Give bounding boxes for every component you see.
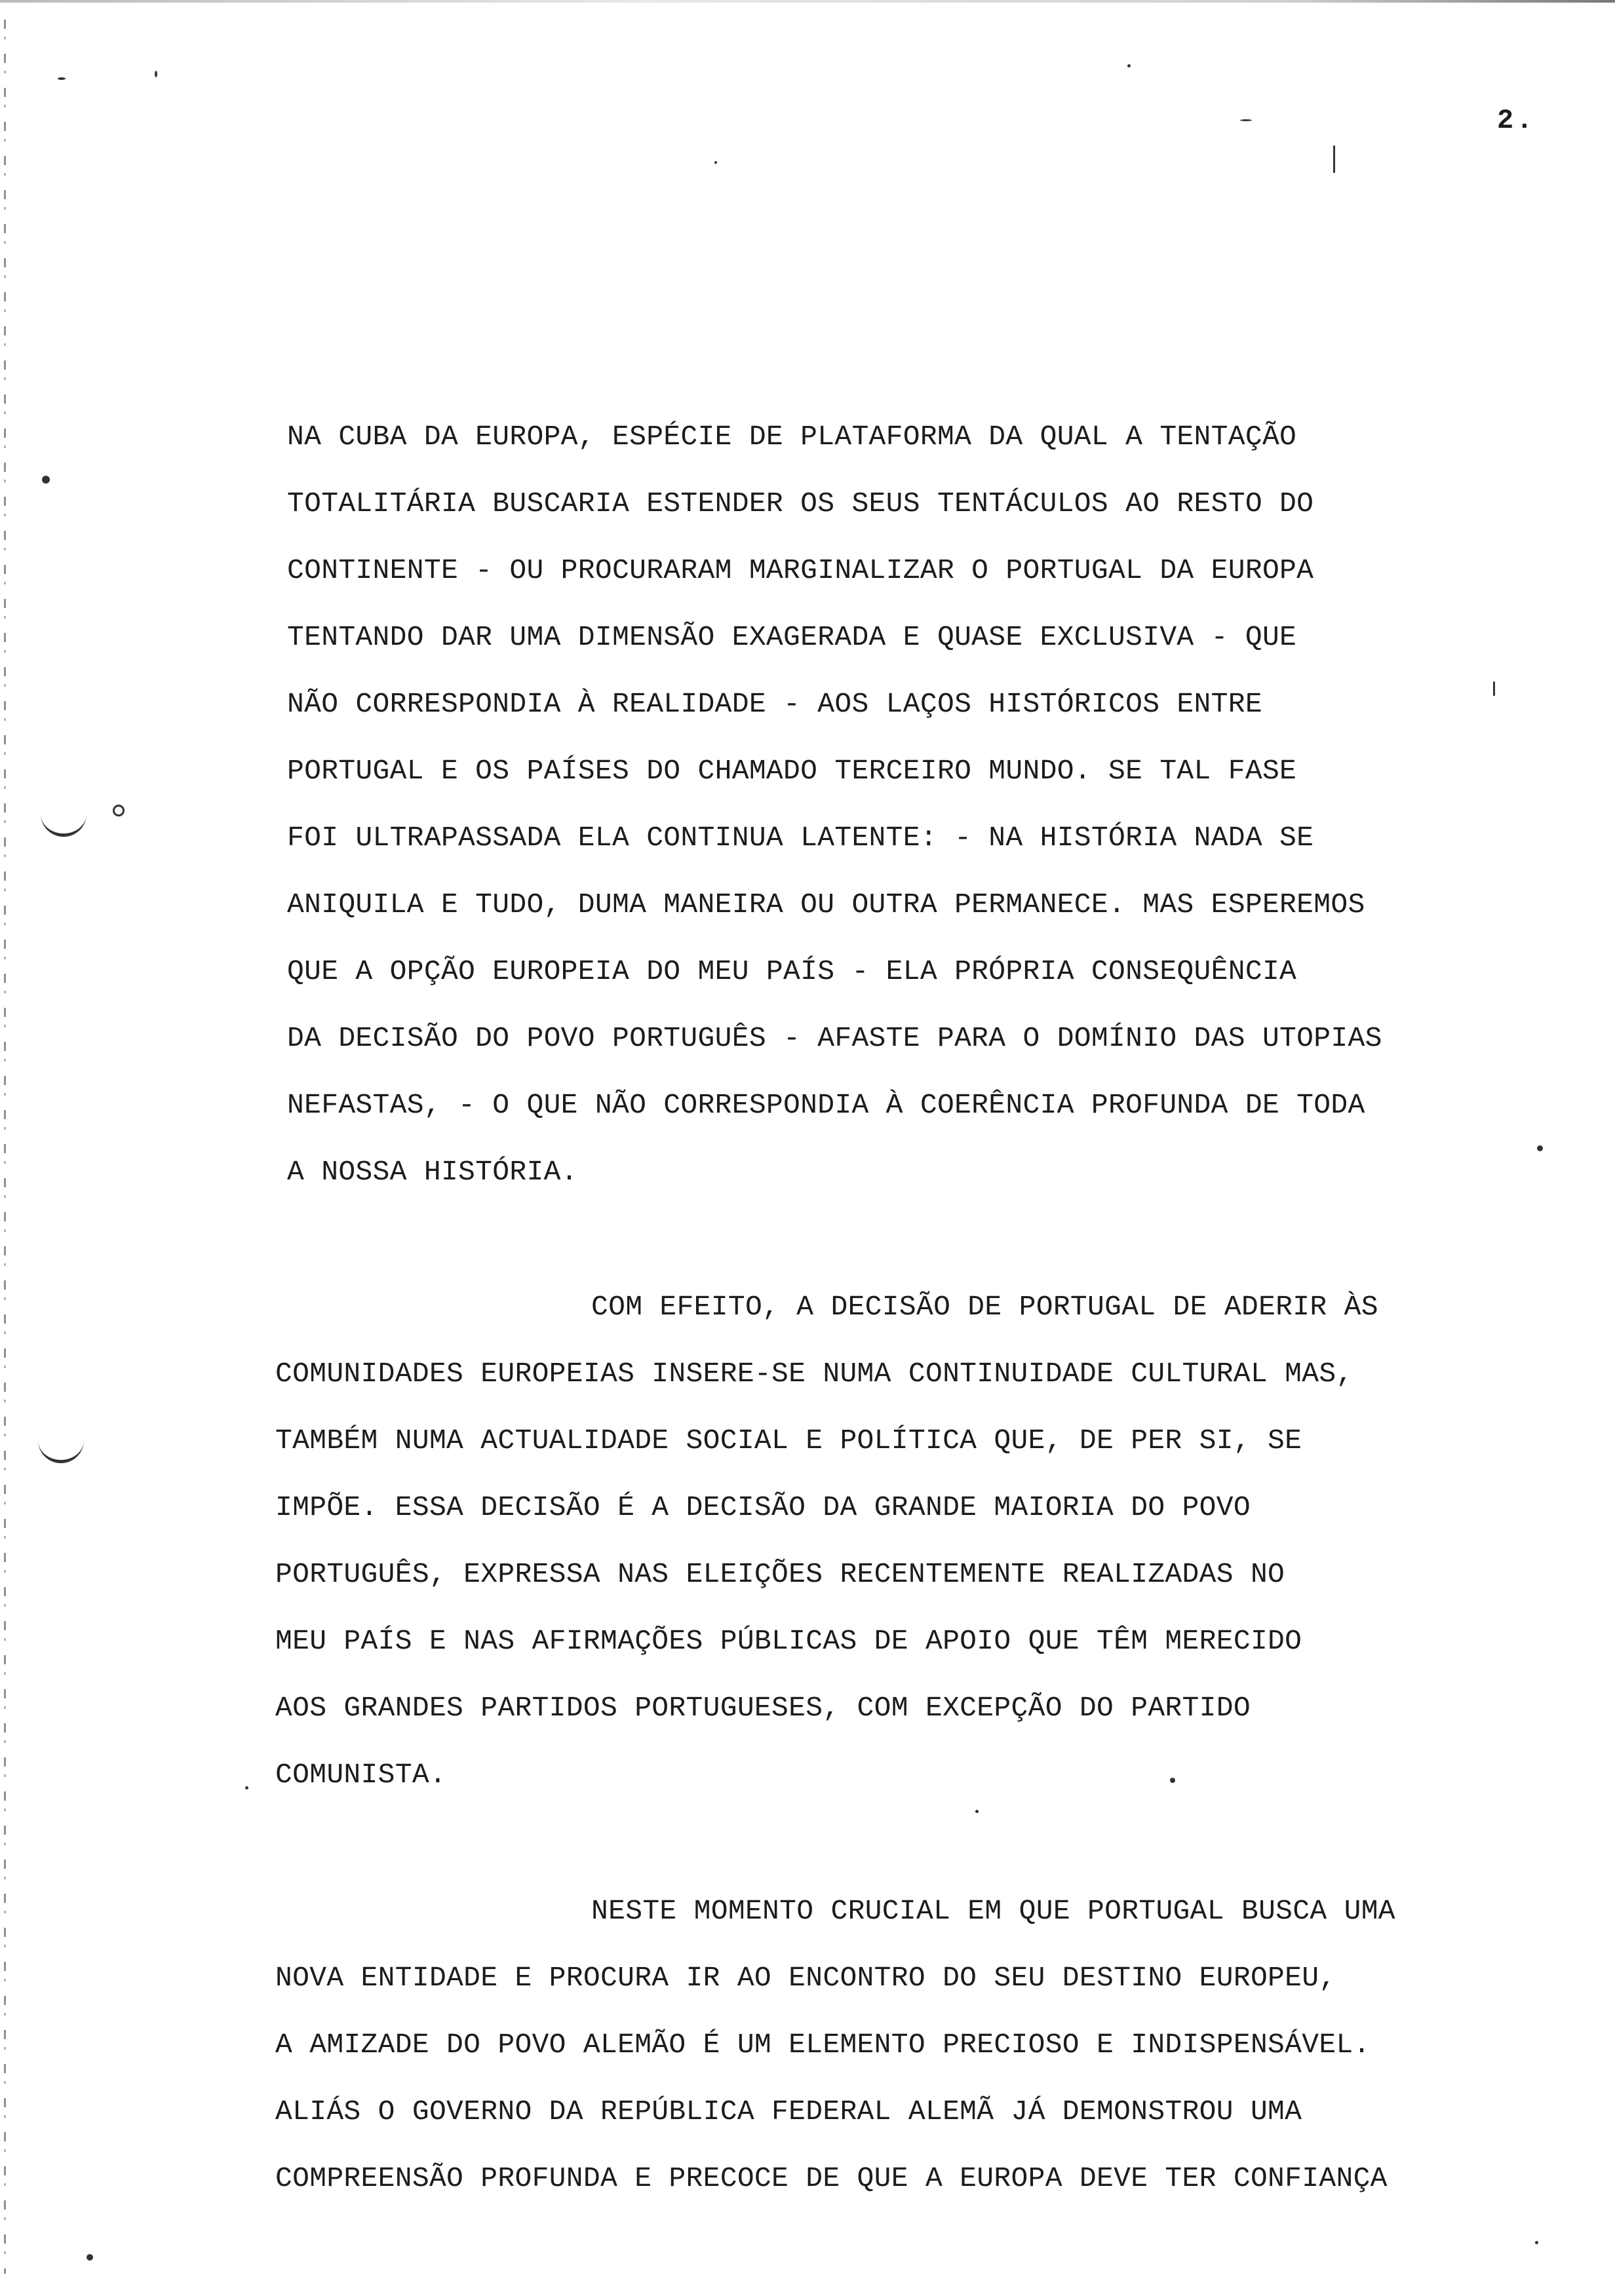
text-line: A NOSSA HISTÓRIA. (287, 1156, 578, 1188)
text-line: COMUNISTA. (275, 1759, 447, 1791)
text-line: PORTUGUÊS, EXPRESSA NAS ELEIÇÕES RECENTEMENTE REALIZADAS NO (275, 1558, 1285, 1590)
scan-speck (42, 476, 50, 484)
text-line: ANIQUILA E TUDO, DUMA MANEIRA OU OUTRA PERMANECE. MAS ESPEREMOS (287, 889, 1365, 921)
scan-speck (1493, 681, 1495, 696)
text-line: IMPÕE. ESSA DECISÃO É A DECISÃO DA GRANDE MAIORIA DO POVO (275, 1491, 1251, 1523)
text-line: AOS GRANDES PARTIDOS PORTUGUESES, COM EXCEPÇÃO DO PARTIDO (275, 1692, 1251, 1724)
text-line: PORTUGAL E OS PAÍSES DO CHAMADO TERCEIRO MUNDO. SE TAL FASE (287, 755, 1297, 787)
text-line: A AMIZADE DO POVO ALEMÃO É UM ELEMENTO PRECIOSO E INDISPENSÁVEL. (275, 2029, 1371, 2061)
page-number: 2. (1497, 105, 1536, 136)
scan-speck (245, 1786, 248, 1789)
text-line: NEFASTAS, - O QUE NÃO CORRESPONDIA À COERÊNCIA PROFUNDA DE TODA (287, 1089, 1365, 1121)
text-line: COMUNIDADES EUROPEIAS INSERE-SE NUMA CONTINUIDADE CULTURAL MAS, (275, 1358, 1353, 1390)
scan-speck (113, 805, 125, 816)
scan-speck (1535, 2241, 1538, 2244)
scan-speck (1333, 145, 1335, 173)
text-line: TAMBÉM NUMA ACTUALIDADE SOCIAL E POLÍTICA QUE, DE PER SI, SE (275, 1425, 1302, 1457)
paragraph-3 (275, 1878, 1395, 2212)
paragraph-2 (275, 1274, 1378, 1808)
scan-speck (975, 1810, 979, 1813)
text-line: NA CUBA DA EUROPA, ESPÉCIE DE PLATAFORMA DA QUAL A TENTAÇÃO (287, 421, 1297, 453)
text-line: COMPREENSÃO PROFUNDA E PRECOCE DE QUE A EUROPA DEVE TER CONFIANÇA (275, 2162, 1388, 2194)
text-line: TOTALITÁRIA BUSCARIA ESTENDER OS SEUS TENTÁCULOS AO RESTO DO (287, 488, 1314, 520)
text-line: NÃO CORRESPONDIA À REALIDADE - AOS LAÇOS HISTÓRICOS ENTRE (287, 688, 1262, 720)
scan-speck (1127, 64, 1131, 67)
punch-hole-mark (41, 807, 87, 837)
scan-speck (1240, 119, 1252, 121)
text-line: DA DECISÃO DO POVO PORTUGUÊS - AFASTE PARA O DOMÍNIO DAS UTOPIAS (287, 1022, 1382, 1054)
paragraph-1 (287, 404, 1382, 1206)
scan-speck (87, 2254, 93, 2261)
scan-speck (58, 77, 66, 80)
scan-speck (714, 161, 717, 164)
text-line: NESTE MOMENTO CRUCIAL EM QUE PORTUGAL BUSCA UMA (591, 1895, 1395, 1927)
text-line: MEU PAÍS E NAS AFIRMAÇÕES PÚBLICAS DE APOIO QUE TÊM MERECIDO (275, 1625, 1302, 1657)
text-line: CONTINENTE - OU PROCURARAM MARGINALIZAR O PORTUGAL DA EUROPA (287, 554, 1314, 586)
text-line: TENTANDO DAR UMA DIMENSÃO EXAGERADA E QUASE EXCLUSIVA - QUE (287, 621, 1297, 653)
text-line: FOI ULTRAPASSADA ELA CONTINUA LATENTE: - NA HISTÓRIA NADA SE (287, 822, 1314, 854)
scan-speck (155, 71, 157, 77)
text-line: QUE A OPÇÃO EUROPEIA DO MEU PAÍS - ELA PRÓPRIA CONSEQUÊNCIA (287, 955, 1297, 987)
scan-speck (1537, 1145, 1543, 1151)
scan-top-edge (0, 0, 1615, 3)
punch-hole-mark (38, 1434, 84, 1463)
text-line: NOVA ENTIDADE E PROCURA IR AO ENCONTRO DO SEU DESTINO EUROPEU, (275, 1962, 1336, 1994)
scan-left-edge (4, 20, 6, 2274)
text-line: ALIÁS O GOVERNO DA REPÚBLICA FEDERAL ALEMÃ JÁ DEMONSTROU UMA (275, 2095, 1302, 2128)
text-line: COM EFEITO, A DECISÃO DE PORTUGAL DE ADERIR ÀS (591, 1291, 1378, 1323)
